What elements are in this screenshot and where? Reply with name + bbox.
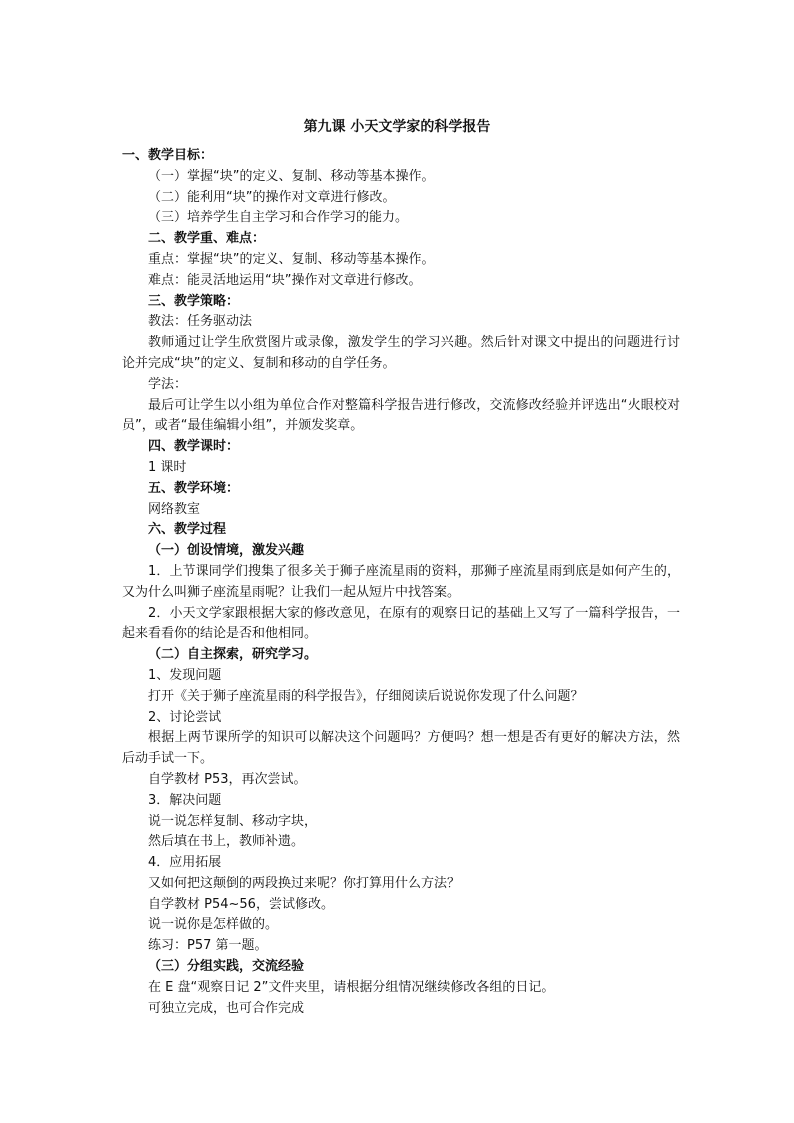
text-line: （三）分组实践，交流经验	[148, 959, 305, 975]
text-line: 根据上两节课所学的知识可以解决这个问题吗？方便吗？想一想是否有更好的解决方法，然后动手试一下。	[122, 730, 680, 767]
text-line: 2、讨论尝试	[148, 709, 222, 725]
text-line: 可独立完成，也可合作完成	[148, 1000, 305, 1016]
text-line: 1．上节课同学们搜集了很多关于狮子座流星雨的资料，那狮子座流星雨到底是如何产生的，又为什么叫狮子座流星雨呢？让我们一起从短片中找答案。	[122, 563, 680, 600]
text-line: （三）培养学生自主学习和合作学习的能力。	[148, 210, 409, 226]
document-body	[122, 146, 680, 1019]
text-line: 4．应用拓展	[148, 855, 222, 871]
text-line: 难点：能灵活地运用“块”操作对文章进行修改。	[148, 272, 422, 288]
text-line: （一）创设情境，激发兴趣	[148, 543, 305, 559]
document-title: 第九课 小天文学家的科学报告	[303, 119, 491, 135]
text-line: 最后可让学生以小组为单位合作对整篇科学报告进行修改，交流修改经验并评选出“火眼校对员”，或者“最佳编辑小组”，并颁发奖章。	[122, 397, 680, 434]
text-line: 六、教学过程	[148, 522, 227, 538]
text-line: 然后填在书上，教师补遗。	[148, 834, 305, 850]
text-line: 说一说怎样复制、移动字块，	[148, 813, 318, 829]
text-line: 重点：掌握“块”的定义、复制、移动等基本操作。	[148, 251, 435, 267]
text-line: 二、教学重、难点：	[148, 231, 266, 247]
text-line: 教师通过让学生欣赏图片或录像，激发学生的学习兴趣。然后针对课文中提出的问题进行讨论并完成“块”的定义、复制和移动的自学任务。	[122, 335, 680, 371]
text-line: 在 E 盘“观察日记 2”文件夹里，请根据分组情况继续修改各组的日记。	[148, 979, 555, 995]
text-line: 学法：	[148, 376, 188, 392]
text-line: 1 课时	[148, 459, 187, 475]
text-line: 自学教材 P53，再次尝试。	[148, 771, 307, 787]
text-line: 网络教室	[148, 501, 201, 517]
text-line: 说一说你是怎样做的。	[148, 917, 279, 933]
text-line: （二）自主探索，研究学习。	[148, 647, 318, 663]
text-line: 练习：P57 第一题。	[148, 938, 268, 954]
text-line: 一、教学目标：	[122, 148, 214, 163]
text-line: 3．解决问题	[148, 792, 222, 808]
text-line: （二）能利用“块”的操作对文章进行修改。	[148, 189, 396, 205]
text-line: 又如何把这颠倒的两段换过来呢？你打算用什么方法？	[148, 875, 461, 891]
text-line: 五、教学环境：	[148, 480, 240, 496]
text-line: 打开《关于狮子座流星雨的科学报告》，仔细阅读后说说你发现了什么问题？	[148, 688, 584, 704]
text-line: 1、发现问题	[148, 667, 222, 683]
text-line: 三、教学策略：	[148, 293, 240, 309]
text-line: （一）掌握“块”的定义、复制、移动等基本操作。	[148, 168, 435, 184]
text-line: 四、教学课时：	[148, 439, 240, 455]
text-line: 自学教材 P54~56，尝试修改。	[148, 896, 334, 912]
text-line: 2．小天文学家跟根据大家的修改意见，在原有的观察日记的基础上又写了一篇科学报告，一起来看看你的结论是否和他相同。	[122, 605, 680, 642]
text-line: 教法：任务驱动法	[148, 314, 253, 330]
